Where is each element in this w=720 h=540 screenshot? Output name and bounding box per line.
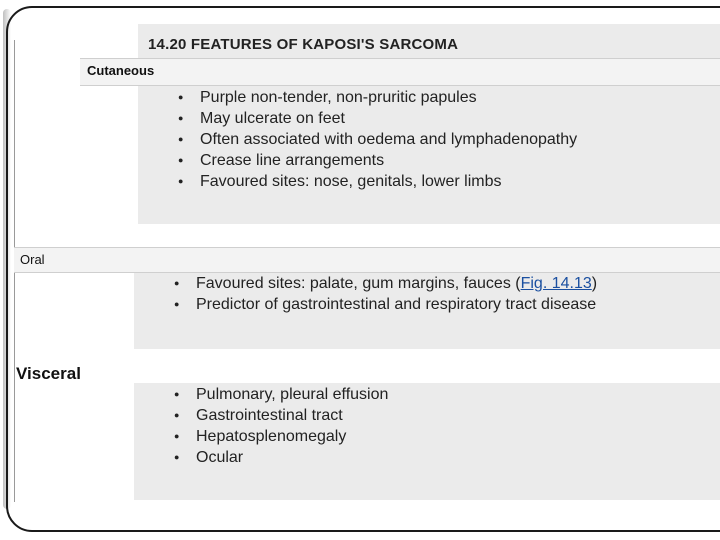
oral-header-bar	[14, 247, 720, 273]
list-item: ● Pulmonary, pleural effusion	[174, 384, 388, 405]
oral-label: Oral	[20, 252, 45, 267]
figure-link[interactable]: Fig. 14.13	[520, 275, 592, 292]
list-item: ● Gastrointestinal tract	[174, 405, 388, 426]
oral-list	[174, 273, 597, 315]
list-item	[174, 273, 597, 294]
list-item: ● Predictor of gastrointestinal and respiratory tract disease	[174, 294, 597, 315]
list-item: ● Often associated with oedema and lymphadenopathy	[178, 129, 577, 150]
list-item: ● Favoured sites: nose, genitals, lower limbs	[178, 171, 577, 192]
list-item: ● Hepatosplenomegaly	[174, 426, 388, 447]
oral-item-suffix: )	[591, 275, 598, 292]
visceral-list	[174, 384, 388, 468]
cutaneous-label: Cutaneous	[87, 63, 155, 78]
list-item: ● May ulcerate on feet	[178, 108, 577, 129]
list-item: ● Crease line arrangements	[178, 150, 577, 171]
cutaneous-header-bar	[80, 58, 720, 86]
oral-item-text: Favoured sites: palate, gum margins, fauces (	[196, 275, 521, 292]
list-item: ● Ocular	[174, 447, 388, 468]
page-title: 14.20 FEATURES OF KAPOSI'S SARCOMA	[148, 36, 459, 53]
cutaneous-list	[178, 87, 577, 192]
list-item: ● Purple non-tender, non-pruritic papules	[178, 87, 577, 108]
visceral-label: Visceral	[16, 364, 81, 383]
